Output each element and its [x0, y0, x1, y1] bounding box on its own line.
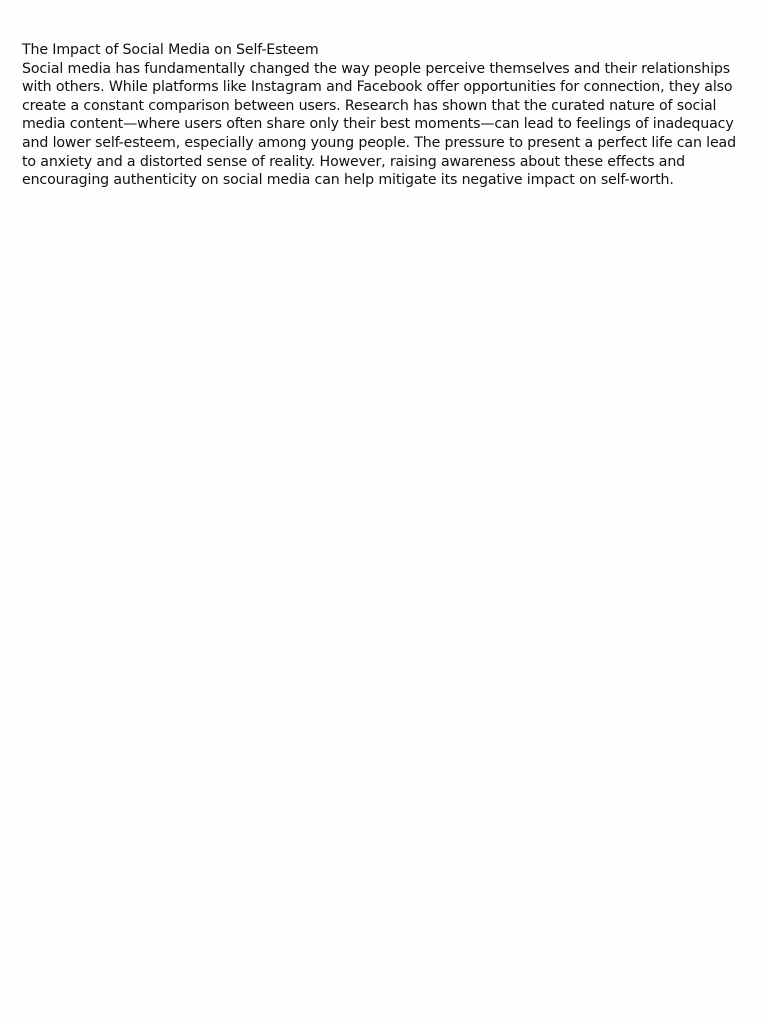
document-paragraph: Social media has fundamentally changed the way people perceive themselves and their relationships with others. While platforms like Instagram and Facebook offer opportunities for connection, they also create a constant comparison between users. Research has shown that the curated nature of social media content—where users often share only their best moments—can lead to feelings of inadequacy and lower self-esteem, especially among young people. The pressure to present a perfect life can lead to anxiety and a distorted sense of reality. However, raising awareness about these effects and encouraging authenticity on social media can help mitigate its negative impact on self-worth. [22, 60, 736, 189]
document-title: The Impact of Social Media on Self-Esteem [22, 42, 319, 58]
document-page [22, 41, 746, 190]
